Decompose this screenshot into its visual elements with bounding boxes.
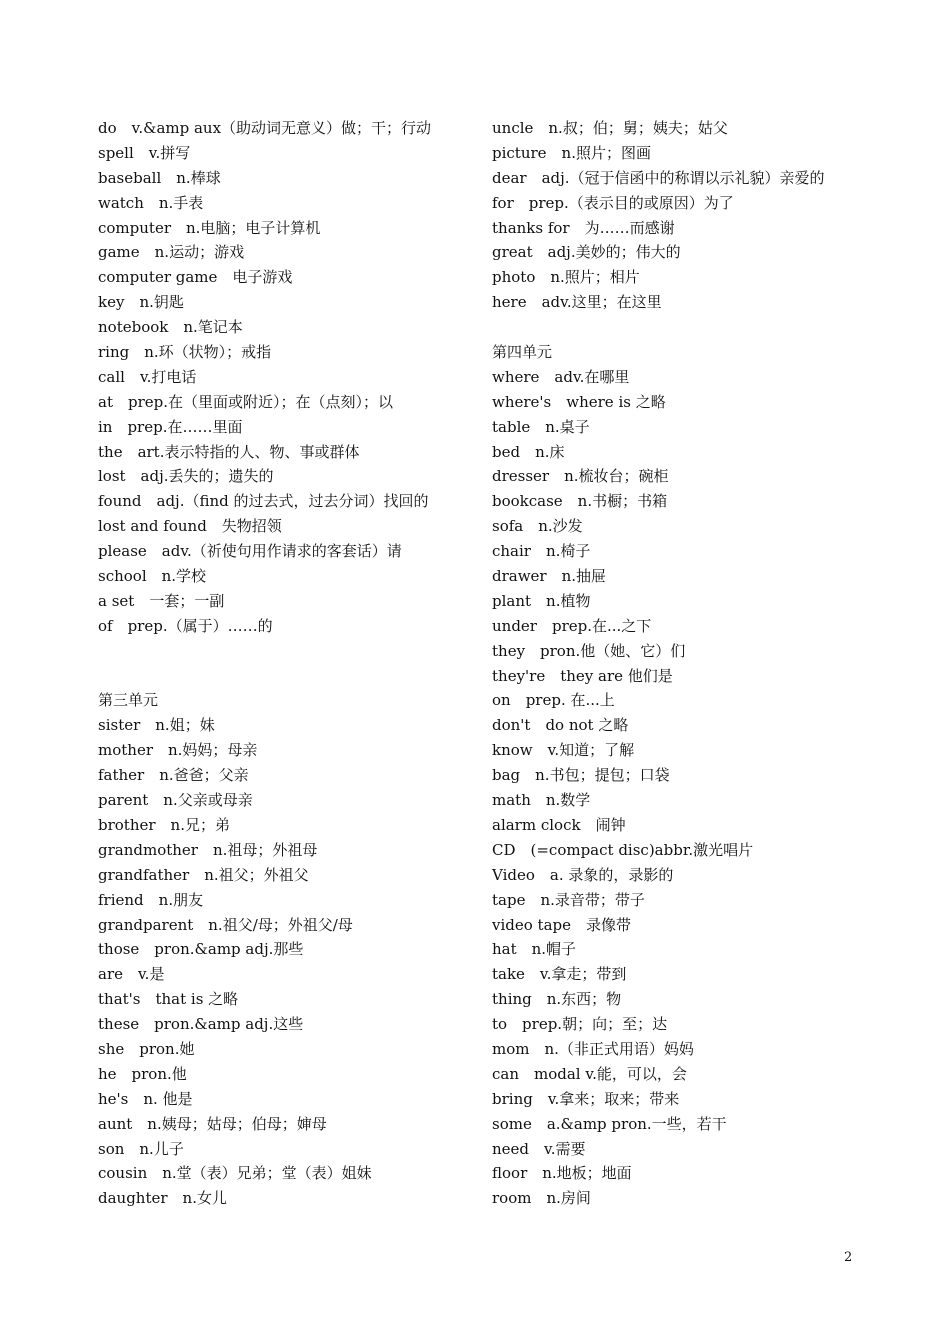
right-column (492, 116, 912, 1211)
vocab-entry: son n.儿子 (98, 1139, 184, 1158)
vocab-entry: bed n.床 (492, 442, 565, 461)
vocab-entry: those pron.&amp adj.那些 (98, 940, 304, 959)
vocab-entry: of prep.（属于）……的 (98, 616, 273, 635)
vocab-entry: they're they are 他们是 (492, 666, 673, 685)
vocab-entry: grandmother n.祖母；外祖母 (98, 840, 318, 859)
vocab-entry: cousin n.堂（表）兄弟；堂（表）姐妹 (98, 1164, 372, 1183)
vocab-entry: mother n.妈妈；母亲 (98, 741, 258, 760)
vocab-entry: he pron.他 (98, 1064, 187, 1083)
vocab-entry: please adv.（祈使句用作请求的客套话）请 (98, 542, 402, 561)
vocab-entry: key n.钥匙 (98, 293, 184, 312)
vocab-entry: for prep.（表示目的或原因）为了 (492, 193, 734, 212)
vocab-entry: watch n.手表 (98, 193, 204, 212)
vocab-entry: thanks for 为……而感谢 (492, 218, 675, 237)
vocab-entry: chair n.椅子 (492, 542, 591, 561)
vocab-entry: lost adj.丢失的；遗失的 (98, 467, 274, 486)
vocab-entry: he's n. 他是 (98, 1089, 193, 1108)
vocab-entry: some a.&amp pron.一些，若干 (492, 1114, 727, 1133)
vocab-entry (492, 315, 912, 340)
vocab-entry: in prep.在……里面 (98, 417, 243, 436)
vocab-entry: mom n.（非正式用语）妈妈 (492, 1039, 694, 1058)
vocab-entry: found adj.（find 的过去式，过去分词）找回的 (98, 492, 429, 511)
vocab-entry: baseball n.棒球 (98, 168, 221, 187)
vocab-entry: school n.学校 (98, 567, 207, 586)
vocab-entry: the art.表示特指的人、物、事或群体 (98, 442, 360, 461)
vocab-entry: CD (=compact disc)abbr.激光唱片 (492, 840, 754, 859)
vocab-entry: tape n.录音带；带子 (492, 890, 645, 909)
vocab-entry: can modal v.能，可以，会 (492, 1064, 687, 1083)
vocab-entry: father n.爸爸；父亲 (98, 766, 249, 785)
vocab-entry: under prep.在...之下 (492, 616, 652, 635)
vocab-entry: ring n.环（状物）；戒指 (98, 343, 272, 362)
vocab-entry: video tape 录像带 (492, 915, 631, 934)
vocab-entry: plant n.植物 (492, 591, 591, 610)
vocab-entry: game n.运动；游戏 (98, 243, 245, 262)
vocab-entry: she pron.她 (98, 1039, 195, 1058)
vocab-entry: at prep.在（里面或附近）；在（点刻）；以 (98, 392, 393, 411)
vocab-entry: thing n.东西；物 (492, 990, 622, 1009)
vocab-entry: call v.打电话 (98, 367, 197, 386)
vocab-entry: need v.需要 (492, 1139, 586, 1158)
vocab-entry: photo n.照片；相片 (492, 268, 640, 287)
vocab-entry: bookcase n.书橱；书箱 (492, 492, 668, 511)
vocab-entry: great adj.美妙的；伟大的 (492, 243, 681, 262)
vocab-entry: that's that is 之略 (98, 990, 239, 1009)
vocab-entry: a set 一套；一副 (98, 591, 225, 610)
vocab-entry: know v.知道；了解 (492, 741, 635, 760)
vocab-entry: table n.桌子 (492, 417, 590, 436)
vocab-entry: to prep.朝；向；至；达 (492, 1015, 668, 1034)
vocab-entry: bag n.书包；提包；口袋 (492, 766, 670, 785)
vocab-entry: notebook n.笔记本 (98, 318, 243, 337)
vocab-entry: they pron.他（她、它）们 (492, 641, 686, 660)
vocab-entry: lost and found 失物招领 (98, 517, 282, 536)
vocab-entry: take v.拿走；带到 (492, 965, 627, 984)
vocab-entry: dear adj.（冠于信函中的称谓以示礼貌）亲爱的 (492, 168, 825, 187)
vocab-entry: computer n.电脑；电子计算机 (98, 218, 321, 237)
vocab-entry: don't do not 之略 (492, 716, 629, 735)
vocab-entry: math n.数学 (492, 791, 591, 810)
vocab-entry: do v.&amp aux（助动词无意义）做；干；行动 (98, 119, 432, 137)
left-column (98, 116, 478, 1211)
vocab-entry: room n.房间 (492, 1189, 591, 1208)
vocab-entry: alarm clock 闹钟 (492, 815, 626, 834)
vocab-entry: sister n.姐；妹 (98, 716, 215, 735)
vocab-entry: where's where is 之略 (492, 392, 666, 411)
vocab-entry: picture n.照片；图画 (492, 143, 651, 162)
vocab-entry (98, 664, 478, 689)
section-heading: 第三单元 (98, 691, 159, 710)
vocab-entry: here adv.这里；在这里 (492, 293, 662, 312)
vocab-entry: aunt n.姨母；姑母；伯母；婶母 (98, 1114, 327, 1133)
page-number: 2 (844, 1250, 853, 1265)
vocab-entry: these pron.&amp adj.这些 (98, 1015, 304, 1034)
vocab-entry: bring v.拿来；取来；带来 (492, 1089, 680, 1108)
vocab-entry: Video a. 录象的，录影的 (492, 865, 674, 884)
vocab-entry: drawer n.抽屉 (492, 567, 607, 586)
vocab-entry: uncle n.叔；伯；舅；姨夫；姑父 (492, 119, 728, 137)
vocab-entry: friend n.朋友 (98, 890, 204, 909)
section-heading: 第四单元 (492, 343, 553, 362)
vocab-entry: hat n.帽子 (492, 940, 577, 959)
vocab-entry: brother n.兄；弟 (98, 815, 230, 834)
vocab-entry: grandfather n.祖父；外祖父 (98, 865, 309, 884)
vocab-entry: spell v.拼写 (98, 143, 191, 162)
vocab-entry: floor n.地板；地面 (492, 1164, 632, 1183)
vocab-entry: dresser n.梳妆台；碗柜 (492, 467, 669, 486)
vocab-entry: grandparent n.祖父/母；外祖父/母 (98, 915, 353, 934)
vocab-entry: sofa n.沙发 (492, 517, 583, 536)
vocab-entry: parent n.父亲或母亲 (98, 791, 253, 810)
vocab-entry: are v.是 (98, 965, 165, 984)
vocab-entry: computer game 电子游戏 (98, 268, 293, 287)
vocab-entry (98, 639, 478, 664)
vocab-entry: on prep. 在...上 (492, 691, 615, 710)
vocab-entry: daughter n.女儿 (98, 1189, 227, 1208)
vocab-entry: where adv.在哪里 (492, 367, 630, 386)
